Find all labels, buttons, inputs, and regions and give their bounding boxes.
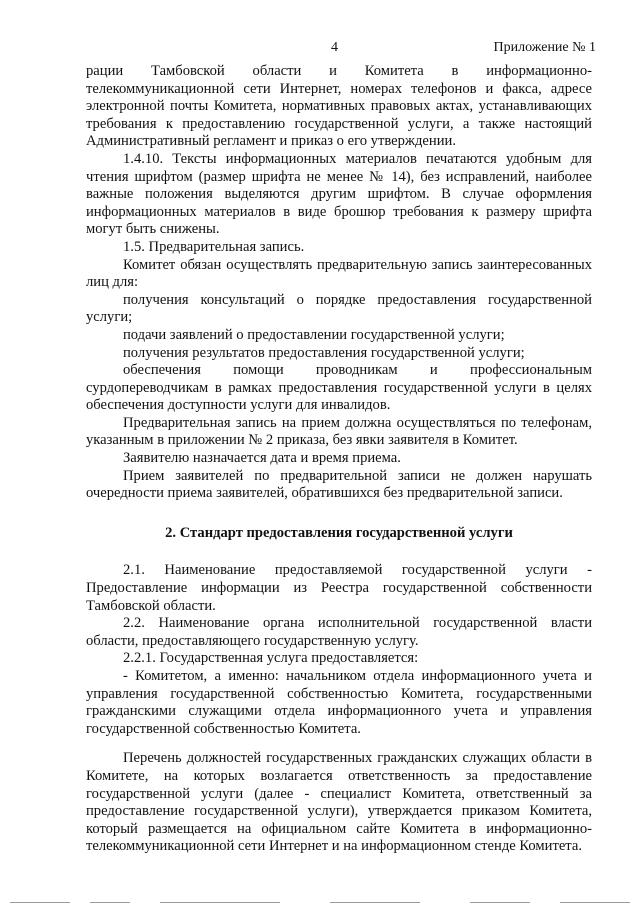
paragraph: обеспечения помощи проводникам и профессиональным сурдопереводчикам в рамках предоставления государственной услуги в целях обеспечения доступности услуги для инвалидов. — [86, 362, 592, 414]
paragraph: получения консультаций о порядке предоставления государственной услуги; — [86, 291, 592, 326]
paragraph: 2.1. Наименование предоставляемой государственной услуги - Предоставление информации из Реестра государственной собственности Тамбовской области. — [86, 562, 592, 614]
paragraph: Заявителю назначается дата и время приема. — [123, 450, 401, 467]
paragraph: 2.2. Наименование органа исполнительной государственной власти области, предоставляющего государственную услугу. — [86, 615, 592, 649]
paragraph: подачи заявлений о предоставлении государственной услуги; — [123, 326, 505, 343]
paragraph: 2.2.1. Государственная услуга предоставляется: — [123, 650, 419, 667]
scan-edge-marks — [0, 895, 640, 905]
paragraph: Прием заявителей по предварительной записи не должен нарушать очередности приема заявителей, обратившихся без предварительной записи. — [86, 467, 592, 502]
page-header — [0, 40, 640, 60]
section-heading: 2. Стандарт предоставления государственной услуги — [165, 524, 513, 541]
paragraph: Перечень должностей государственных гражданских служащих области в Комитете, на которых возлагается ответственность за предоставление государственной услуги (далее - специалист Комитета, ответственный за предоставление государственной услуги), утверждается приказом Комитета, который размещается на официальном сайте Комитета в информационно- телекоммуникационной сети Интернет и на информационном стенде Комитета. — [86, 750, 592, 855]
scan-mark — [470, 902, 530, 903]
scan-mark — [90, 902, 130, 903]
scan-mark — [10, 902, 70, 903]
paragraph: 1.4.10. Тексты информационных материалов печатаются удобным для чтения шрифтом (размер шрифта не менее № 14), без исправлений, наиболее важные положения выделяются другим шрифтом. В случае оформления информационных материалов в виде брошюр требования к размеру шрифта могут быть снижены. — [86, 150, 592, 238]
paragraph: 1.5. Предварительная запись. — [123, 238, 305, 255]
scan-mark — [160, 902, 280, 903]
document-body — [86, 63, 592, 856]
paragraph: Комитет обязан осуществлять предварительную запись заинтересованных лиц для: — [86, 256, 592, 291]
scan-mark — [330, 902, 420, 903]
paragraph: получения результатов предоставления государственной услуги; — [123, 344, 525, 361]
paragraph: рации Тамбовской области и Комитета в информационно- телекоммуникационной сети Интернет, номерах телефонов и факса, адресе электронной почты Комитета, нормативных правовых актах, устанавливающих требования к предоставлению государственной услуги, а также настоящий Административный регламент и приказ о его утверждении. — [86, 63, 592, 150]
attachment-label: Приложение № 1 — [493, 40, 596, 55]
paragraph-gap — [86, 738, 592, 750]
paragraph: Предварительная запись на прием должна осуществляться по телефонам, указанным в приложении № 2 приказа, без явки заявителя в Комитет. — [86, 414, 592, 449]
page-number: 4 — [331, 40, 338, 55]
paragraph: - Комитетом, а именно: начальником отдела информационного учета и управления государственной собственностью Комитета, государственными гражданскими служащими отдела информационного учета и управления государственной собственностью Комитета. — [86, 668, 592, 737]
scan-mark — [560, 902, 630, 903]
